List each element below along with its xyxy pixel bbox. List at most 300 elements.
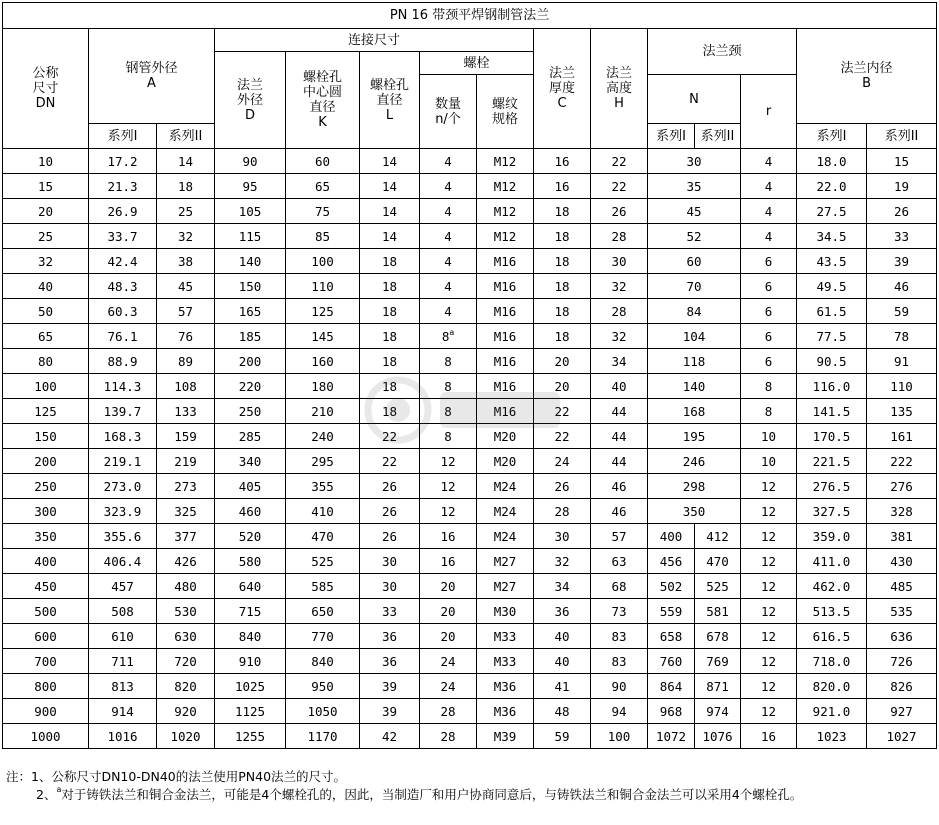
thickness-cell: 16 [534, 174, 591, 199]
pipe-od-series2-cell: 630 [157, 624, 215, 649]
bolt-qty-value: 4 [444, 228, 452, 244]
bore-series2-cell: 430 [867, 549, 937, 574]
neck-r-cell: 12 [741, 474, 797, 499]
bolt-circle-cell: 585 [286, 574, 360, 599]
neck-r-cell: 12 [741, 624, 797, 649]
neck-r-cell: 6 [741, 299, 797, 324]
bolt-thread-cell: M33 [477, 624, 534, 649]
neck-r-cell: 4 [741, 174, 797, 199]
bolt-thread-cell: M27 [477, 574, 534, 599]
dn-cell: 400 [3, 549, 89, 574]
bolt-hole-cell: 18 [360, 274, 420, 299]
thickness-cell: 26 [534, 474, 591, 499]
bolt-hole-cell: 36 [360, 649, 420, 674]
bore-series2-cell: 33 [867, 224, 937, 249]
flange-table [2, 2, 937, 749]
flange-od-cell: 250 [215, 399, 286, 424]
bore-series2-header: 系列II [867, 124, 937, 149]
flange-od-cell: 910 [215, 649, 286, 674]
bolt-thread-cell: M12 [477, 174, 534, 199]
neck-n-series1-cell: 1072 [648, 724, 695, 749]
bolt-circle-cell: 210 [286, 399, 360, 424]
bolt-hole-cell: 30 [360, 574, 420, 599]
pipe-od-series1-cell: 323.9 [89, 499, 157, 524]
bolt-thread-cell: M16 [477, 399, 534, 424]
thickness-cell: 28 [534, 499, 591, 524]
pipe-od-series2-cell: 38 [157, 249, 215, 274]
height-cell: 28 [591, 224, 648, 249]
bore-series2-cell: 26 [867, 199, 937, 224]
neck-n-cell: 45 [648, 199, 741, 224]
note-1: 注：1、公称尺寸DN10-DN40的法兰使用PN40法兰的尺寸。 [6, 769, 347, 784]
bolt-qty-value: 28 [440, 728, 456, 744]
table-row [3, 674, 937, 699]
table-row [3, 624, 937, 649]
neck-n-cell: 30 [648, 149, 741, 174]
thickness-cell: 18 [534, 299, 591, 324]
bolt-circle-cell: 65 [286, 174, 360, 199]
bolt-circle-cell: 145 [286, 324, 360, 349]
bolt-qty-cell [420, 249, 477, 274]
bolt-thread-cell: M24 [477, 474, 534, 499]
bolt-circle-cell: 85 [286, 224, 360, 249]
bolt-hole-cell: 22 [360, 449, 420, 474]
bolt-circle-cell: 160 [286, 349, 360, 374]
bore-series2-cell: 78 [867, 324, 937, 349]
bolt-qty-cell [420, 424, 477, 449]
bolt-thread-cell: M16 [477, 374, 534, 399]
bolt-qty-value: 12 [440, 478, 456, 494]
bore-series2-cell: 535 [867, 599, 937, 624]
thickness-cell: 30 [534, 524, 591, 549]
dn-cell: 900 [3, 699, 89, 724]
thickness-cell: 18 [534, 199, 591, 224]
bolt-hole-cell: 39 [360, 699, 420, 724]
neck-n-cell: 140 [648, 374, 741, 399]
neck-r-cell: 6 [741, 274, 797, 299]
bolt-qty-value: 4 [444, 178, 452, 194]
pipe-od-series2-cell: 32 [157, 224, 215, 249]
thickness-cell: 48 [534, 699, 591, 724]
thickness-cell: 16 [534, 149, 591, 174]
pipe-od-series2-cell: 325 [157, 499, 215, 524]
pipe-od-series2-cell: 820 [157, 674, 215, 699]
bolt-thread-cell: M16 [477, 324, 534, 349]
thickness-cell: 20 [534, 349, 591, 374]
bore-series1-cell: 1023 [797, 724, 867, 749]
neck-r-cell: 12 [741, 649, 797, 674]
pipe-od-series2-cell: 108 [157, 374, 215, 399]
bolt-hole-cell: 22 [360, 424, 420, 449]
bolt-qty-cell [420, 624, 477, 649]
bolt-thread-cell: M16 [477, 249, 534, 274]
flange-od-cell: 285 [215, 424, 286, 449]
bolt-qty-cell [420, 524, 477, 549]
flange-od-cell: 220 [215, 374, 286, 399]
flange-od-cell: 1125 [215, 699, 286, 724]
table-row [3, 349, 937, 374]
bolt-qty-cell [420, 549, 477, 574]
bolt-qty-value: 16 [440, 553, 456, 569]
bolt-circle-cell: 650 [286, 599, 360, 624]
dn-cell: 40 [3, 274, 89, 299]
height-cell: 63 [591, 549, 648, 574]
height-cell: 40 [591, 374, 648, 399]
pipe-od-series2-header: 系列II [157, 124, 215, 149]
pipe-od-series2-cell: 159 [157, 424, 215, 449]
bore-series1-header: 系列I [797, 124, 867, 149]
bolt-qty-cell [420, 449, 477, 474]
bore-series1-cell: 359.0 [797, 524, 867, 549]
height-cell: 46 [591, 474, 648, 499]
neck-n-cell: 118 [648, 349, 741, 374]
pipe-od-series2-cell: 25 [157, 199, 215, 224]
height-cell: 32 [591, 274, 648, 299]
bolt-circle-cell: 125 [286, 299, 360, 324]
flange-od-cell: 90 [215, 149, 286, 174]
neck-header: 法兰颈 [648, 29, 797, 75]
bolt-circle-cell: 1050 [286, 699, 360, 724]
height-cell: 30 [591, 249, 648, 274]
bolt-qty-cell [420, 699, 477, 724]
bolt-qty-value: 28 [440, 703, 456, 719]
bore-series1-cell: 276.5 [797, 474, 867, 499]
bolt-qty-value: 20 [440, 603, 456, 619]
dn-cell: 150 [3, 424, 89, 449]
flange-od-cell: 165 [215, 299, 286, 324]
thickness-cell: 41 [534, 674, 591, 699]
neck-r-cell: 16 [741, 724, 797, 749]
neck-n-series2-cell: 412 [695, 524, 741, 549]
table-row [3, 599, 937, 624]
neck-n-header: N [648, 75, 741, 124]
bore-series1-cell: 27.5 [797, 199, 867, 224]
dn-cell: 350 [3, 524, 89, 549]
bolt-hole-cell: 39 [360, 674, 420, 699]
height-cell: 44 [591, 399, 648, 424]
bolt-thread-cell: M12 [477, 199, 534, 224]
bolt-thread-cell: M36 [477, 699, 534, 724]
bolt-circle-cell: 295 [286, 449, 360, 474]
thickness-cell: 36 [534, 599, 591, 624]
bolt-hole-header: 螺栓孔 直径 L [360, 52, 420, 149]
bolt-circle-cell: 1170 [286, 724, 360, 749]
bolt-qty-value: 24 [440, 653, 456, 669]
neck-n-series2-cell: 1076 [695, 724, 741, 749]
bore-header: 法兰内径 B [797, 29, 937, 124]
neck-n-series2-cell: 871 [695, 674, 741, 699]
dn-cell: 80 [3, 349, 89, 374]
bolt-circle-cell: 240 [286, 424, 360, 449]
thickness-header: 法兰 厚度 C [534, 29, 591, 149]
bolt-qty-cell [420, 174, 477, 199]
pipe-od-series1-cell: 406.4 [89, 549, 157, 574]
bolt-qty-cell [420, 474, 477, 499]
pipe-od-series2-cell: 18 [157, 174, 215, 199]
dn-cell: 500 [3, 599, 89, 624]
thickness-cell: 40 [534, 624, 591, 649]
pipe-od-series1-cell: 48.3 [89, 274, 157, 299]
dn-cell: 65 [3, 324, 89, 349]
bolt-circle-cell: 770 [286, 624, 360, 649]
neck-n-series1-header: 系列I [648, 124, 695, 149]
pipe-od-series1-cell: 219.1 [89, 449, 157, 474]
bolt-qty-value: 12 [440, 453, 456, 469]
bolt-qty-cell [420, 349, 477, 374]
pipe-od-series1-cell: 114.3 [89, 374, 157, 399]
flange-table-body [3, 149, 937, 749]
bolt-qty-cell [420, 574, 477, 599]
table-row [3, 299, 937, 324]
height-cell: 73 [591, 599, 648, 624]
bolt-qty-header: 数量 n/个 [420, 75, 477, 149]
neck-n-series1-cell: 760 [648, 649, 695, 674]
bolt-hole-cell: 14 [360, 224, 420, 249]
bolt-thread-cell: M24 [477, 524, 534, 549]
bore-series1-cell: 34.5 [797, 224, 867, 249]
bolt-thread-cell: M39 [477, 724, 534, 749]
bolt-qty-cell [420, 724, 477, 749]
neck-n-cell: 246 [648, 449, 741, 474]
bolt-qty-value: 4 [444, 278, 452, 294]
table-row [3, 399, 937, 424]
flange-od-cell: 405 [215, 474, 286, 499]
neck-r-cell: 6 [741, 249, 797, 274]
neck-n-series2-cell: 974 [695, 699, 741, 724]
bolt-header: 螺栓 [420, 52, 534, 75]
height-cell: 46 [591, 499, 648, 524]
bore-series1-cell: 462.0 [797, 574, 867, 599]
flange-od-cell: 95 [215, 174, 286, 199]
bore-series2-cell: 161 [867, 424, 937, 449]
bolt-thread-cell: M16 [477, 299, 534, 324]
bore-series1-cell: 221.5 [797, 449, 867, 474]
bolt-hole-cell: 33 [360, 599, 420, 624]
flange-od-cell: 715 [215, 599, 286, 624]
bolt-hole-cell: 36 [360, 624, 420, 649]
flange-od-header: 法兰 外径 D [215, 52, 286, 149]
height-cell: 94 [591, 699, 648, 724]
footnote-marker: a [449, 327, 455, 337]
bolt-circle-cell: 75 [286, 199, 360, 224]
bolt-qty-value: 4 [444, 303, 452, 319]
bolt-hole-cell: 14 [360, 199, 420, 224]
thickness-cell: 18 [534, 249, 591, 274]
neck-r-cell: 8 [741, 399, 797, 424]
pipe-od-series2-cell: 720 [157, 649, 215, 674]
neck-n-series2-cell: 678 [695, 624, 741, 649]
bolt-hole-cell: 18 [360, 374, 420, 399]
neck-n-cell: 35 [648, 174, 741, 199]
bolt-hole-cell: 18 [360, 399, 420, 424]
neck-n-cell: 350 [648, 499, 741, 524]
table-row [3, 149, 937, 174]
bolt-qty-cell [420, 399, 477, 424]
dn-cell: 125 [3, 399, 89, 424]
pipe-od-series2-cell: 530 [157, 599, 215, 624]
bore-series2-cell: 927 [867, 699, 937, 724]
height-cell: 68 [591, 574, 648, 599]
table-row [3, 574, 937, 599]
dn-cell: 10 [3, 149, 89, 174]
pipe-od-series1-cell: 76.1 [89, 324, 157, 349]
bolt-hole-cell: 26 [360, 499, 420, 524]
neck-r-cell: 4 [741, 224, 797, 249]
bore-series1-cell: 43.5 [797, 249, 867, 274]
neck-n-cell: 104 [648, 324, 741, 349]
neck-r-cell: 10 [741, 424, 797, 449]
pipe-od-series2-cell: 76 [157, 324, 215, 349]
bolt-qty-value: 8 [444, 353, 452, 369]
pipe-od-series1-header: 系列I [89, 124, 157, 149]
height-cell: 26 [591, 199, 648, 224]
height-cell: 22 [591, 174, 648, 199]
bore-series2-cell: 222 [867, 449, 937, 474]
bolt-qty-value: 4 [444, 253, 452, 269]
bore-series2-cell: 276 [867, 474, 937, 499]
height-header: 法兰 高度 H [591, 29, 648, 149]
bolt-thread-header: 螺纹 规格 [477, 75, 534, 149]
flange-od-cell: 105 [215, 199, 286, 224]
neck-r-cell: 12 [741, 674, 797, 699]
neck-n-series2-cell: 470 [695, 549, 741, 574]
pipe-od-series1-cell: 139.7 [89, 399, 157, 424]
bore-series2-cell: 1027 [867, 724, 937, 749]
bolt-qty-value: 8 [441, 328, 450, 344]
bolt-hole-cell: 42 [360, 724, 420, 749]
table-row [3, 424, 937, 449]
bolt-qty-value: 16 [440, 528, 456, 544]
pipe-od-series1-cell: 914 [89, 699, 157, 724]
pipe-od-series1-cell: 813 [89, 674, 157, 699]
thickness-cell: 18 [534, 324, 591, 349]
pipe-od-series2-cell: 273 [157, 474, 215, 499]
neck-r-cell: 6 [741, 324, 797, 349]
pipe-od-series1-cell: 21.3 [89, 174, 157, 199]
bolt-circle-cell: 410 [286, 499, 360, 524]
dn-header: 公称 尺寸 DN [3, 29, 89, 149]
bolt-hole-cell: 30 [360, 549, 420, 574]
bolt-qty-value: 20 [440, 578, 456, 594]
neck-n-cell: 60 [648, 249, 741, 274]
bore-series2-cell: 726 [867, 649, 937, 674]
pipe-od-series1-cell: 17.2 [89, 149, 157, 174]
pipe-od-series2-cell: 57 [157, 299, 215, 324]
height-cell: 34 [591, 349, 648, 374]
bolt-thread-cell: M12 [477, 149, 534, 174]
table-row [3, 249, 937, 274]
dn-cell: 200 [3, 449, 89, 474]
bolt-qty-cell [420, 224, 477, 249]
flange-od-cell: 520 [215, 524, 286, 549]
table-row [3, 649, 937, 674]
bolt-qty-value: 24 [440, 678, 456, 694]
bore-series2-cell: 39 [867, 249, 937, 274]
neck-n-series1-cell: 864 [648, 674, 695, 699]
bore-series2-cell: 15 [867, 149, 937, 174]
table-row [3, 174, 937, 199]
pipe-od-series2-cell: 89 [157, 349, 215, 374]
bore-series1-cell: 327.5 [797, 499, 867, 524]
bolt-thread-cell: M20 [477, 424, 534, 449]
bolt-qty-value: 8 [444, 403, 452, 419]
thickness-cell: 20 [534, 374, 591, 399]
bore-series2-cell: 135 [867, 399, 937, 424]
bolt-circle-header: 螺栓孔 中心圆 直径 K [286, 52, 360, 149]
height-cell: 32 [591, 324, 648, 349]
neck-n-cell: 84 [648, 299, 741, 324]
pipe-od-series1-cell: 42.4 [89, 249, 157, 274]
pipe-od-series2-cell: 45 [157, 274, 215, 299]
pipe-od-series1-cell: 355.6 [89, 524, 157, 549]
pipe-od-series1-cell: 33.7 [89, 224, 157, 249]
neck-n-series2-cell: 769 [695, 649, 741, 674]
pipe-od-series1-cell: 88.9 [89, 349, 157, 374]
bolt-hole-cell: 26 [360, 524, 420, 549]
bore-series1-cell: 513.5 [797, 599, 867, 624]
height-cell: 44 [591, 449, 648, 474]
bore-series1-cell: 921.0 [797, 699, 867, 724]
bolt-qty-value: 8 [444, 428, 452, 444]
dn-cell: 600 [3, 624, 89, 649]
pipe-od-series2-cell: 377 [157, 524, 215, 549]
pipe-od-series2-cell: 1020 [157, 724, 215, 749]
bolt-thread-cell: M16 [477, 274, 534, 299]
neck-n-cell: 70 [648, 274, 741, 299]
neck-n-series1-cell: 559 [648, 599, 695, 624]
neck-n-series1-cell: 658 [648, 624, 695, 649]
height-cell: 22 [591, 149, 648, 174]
bolt-qty-cell [420, 274, 477, 299]
bore-series2-cell: 328 [867, 499, 937, 524]
dn-cell: 25 [3, 224, 89, 249]
thickness-cell: 24 [534, 449, 591, 474]
bolt-qty-cell [420, 649, 477, 674]
height-cell: 90 [591, 674, 648, 699]
bore-series2-cell: 485 [867, 574, 937, 599]
bolt-thread-cell: M33 [477, 649, 534, 674]
neck-r-cell: 12 [741, 599, 797, 624]
dn-cell: 1000 [3, 724, 89, 749]
height-cell: 100 [591, 724, 648, 749]
bolt-thread-cell: M20 [477, 449, 534, 474]
bolt-circle-cell: 355 [286, 474, 360, 499]
pipe-od-series2-cell: 920 [157, 699, 215, 724]
bolt-thread-cell: M27 [477, 549, 534, 574]
thickness-cell: 59 [534, 724, 591, 749]
bore-series1-cell: 22.0 [797, 174, 867, 199]
bolt-qty-value: 12 [440, 503, 456, 519]
dn-cell: 100 [3, 374, 89, 399]
bolt-qty-cell [420, 299, 477, 324]
neck-n-series1-cell: 400 [648, 524, 695, 549]
neck-n-series1-cell: 502 [648, 574, 695, 599]
flange-od-cell: 185 [215, 324, 286, 349]
dn-cell: 32 [3, 249, 89, 274]
pipe-od-series2-cell: 426 [157, 549, 215, 574]
dn-cell: 800 [3, 674, 89, 699]
pipe-od-series2-cell: 14 [157, 149, 215, 174]
bore-series2-cell: 110 [867, 374, 937, 399]
thickness-cell: 18 [534, 274, 591, 299]
dn-cell: 450 [3, 574, 89, 599]
neck-r-cell: 12 [741, 524, 797, 549]
bolt-hole-cell: 14 [360, 174, 420, 199]
table-row [3, 549, 937, 574]
pipe-od-series1-cell: 168.3 [89, 424, 157, 449]
neck-r-cell: 6 [741, 349, 797, 374]
flange-od-cell: 140 [215, 249, 286, 274]
